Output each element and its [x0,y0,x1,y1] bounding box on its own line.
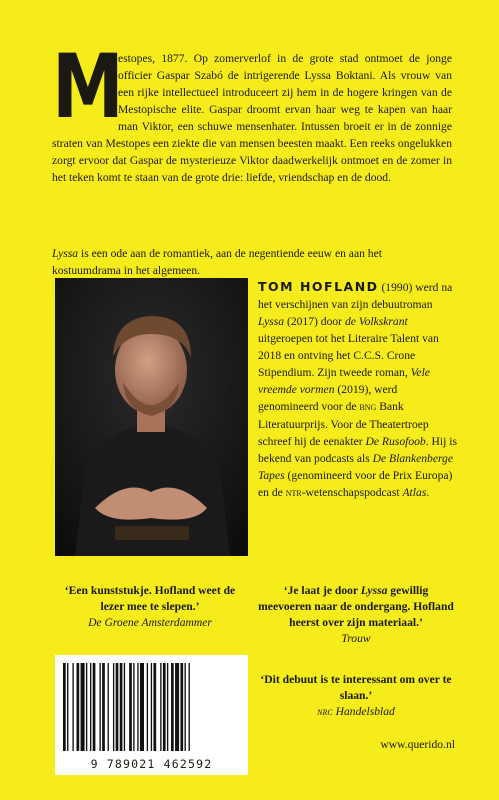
barcode-bar [171,663,174,751]
blurb-paragraph [52,35,452,186]
bio-text: Bank Literatuurprijs. Voor de Theatertroep schreef hij de eenakter [258,400,429,448]
summary-text: is een ode aan de romantiek, aan de negentiende eeuw en aan het kostuumdrama in het algemeen. [52,247,382,277]
barcode-bar [185,663,186,751]
barcode-bar [90,663,91,751]
publisher-website: www.querido.nl [380,738,455,751]
quote-source [256,704,456,720]
drop-cap: M [52,35,123,138]
barcode-bar [163,663,166,751]
barcode-bar [124,663,125,751]
barcode-bar [129,663,132,751]
author-photo [55,278,248,556]
barcode-bar [108,663,109,751]
quote-source: De Groene Amsterdammer [88,616,212,629]
isbn-number: 9 789021 462592 [90,757,213,771]
bio-title-rusofoob: De Rusofoob [365,435,426,448]
quote-text-part: ‘Je laat je door [283,584,361,597]
barcode-bar [189,663,190,751]
bio-text: . Hij is bekend van podcasts als [258,435,457,465]
quote-text [256,583,456,631]
barcode-bar [81,663,85,751]
bio-text: (2017) door [284,315,345,328]
barcode-bar [116,663,119,751]
barcode-bar [180,663,183,751]
barcode-bar [175,663,179,751]
quote-text-part: gewillig meevoeren naar de ondergang. Hofland heerst over zijn materiaal.’ [258,584,454,629]
barcode-bar [67,663,68,751]
barcode-bar [137,663,138,751]
barcode-bar [120,663,123,751]
barcode-bar [153,663,156,751]
review-quote-nrc [256,672,456,720]
barcode-bar [93,663,96,751]
barcode-bar [113,663,114,751]
bio-text: (genomineerd voor de Prix Europa) en de [258,469,453,499]
isbn-barcode [55,655,248,775]
barcode-bar [147,663,148,751]
blurb-text: estopes, 1877. Op zomerverlof in de grote stad ontmoet de jonge officier Gaspar Szabó de intrigerende Lyssa Boktani. Als vrouw van een rijke intellectueel introduceert zij hem in de hogere kringen van de Mestopische elite. Gaspar droomt ervan haar weg te kapen van haar man Viktor, een schuwe mensenhater. Intussen broeit er in de zonnige straten van Mestopes een ziekte die van mensen beesten maakt. Een reeks ongelukken zorgt ervoor dat Gaspar de mysterieuze Viktor daadwerkelijk ontmoet en de zomer in het teken komt te staan van de grote drie: liefde, vriendschap en de dood. [52,52,452,184]
summary-paragraph [52,245,452,279]
bio-title-atlas: Atlas [402,486,427,499]
review-quote-trouw [256,583,456,647]
bio-text: (2019), werd genomineerd voor de [258,383,398,413]
bio-title-lyssa: Lyssa [258,315,285,328]
quote-text: ‘Dit debuut is te interessant om over te slaan.’ [260,673,452,702]
quote-source-nrc: nrc [317,706,333,718]
barcode-bar [86,663,87,751]
barcode-bar [63,663,66,751]
barcode-bar [77,663,80,751]
barcode-bar [160,663,161,751]
bio-bng: bng [359,401,377,413]
author-portrait-image [55,278,248,556]
barcode-bar [72,663,73,751]
barcode-bars [63,663,240,751]
barcode-bar [102,663,105,751]
bio-title-blankenberge-tapes: De Blankenberge Tapes [258,452,453,482]
bio-text: . [426,486,430,499]
summary-title: Lyssa [52,247,79,260]
barcode-bar [133,663,134,751]
author-name: TOM HOFLAND [258,279,379,294]
bio-text: (1990) werd na het verschijnen van zijn debuutroman [258,281,453,311]
barcode-bar [140,663,144,751]
quote-source: Trouw [341,632,371,645]
author-bio [258,278,458,502]
quote-text: ‘Een kunststukje. Hofland weet de lezer mee te slepen.’ [64,584,236,613]
bio-title-vele-vreemde-vormen: Vele vreemde vormen [258,366,430,396]
bio-ntr: ntr [285,487,302,499]
quote-source-rest: Handelsblad [332,705,395,718]
bio-title-volkskrant: de Volkskrant [344,315,408,328]
bio-text: uitgeroepen tot het Literaire Talent van 2018 en ontving het C.C.S. Crone Stipendium. Zijn tweede roman, [258,332,439,379]
review-quote-groene [55,583,245,631]
barcode-bar [167,663,168,751]
barcode-bar [99,663,100,751]
quote-title-lyssa: Lyssa [360,584,388,597]
bio-text: -wetenschapspodcast [301,486,403,499]
barcode-bar [151,663,152,751]
